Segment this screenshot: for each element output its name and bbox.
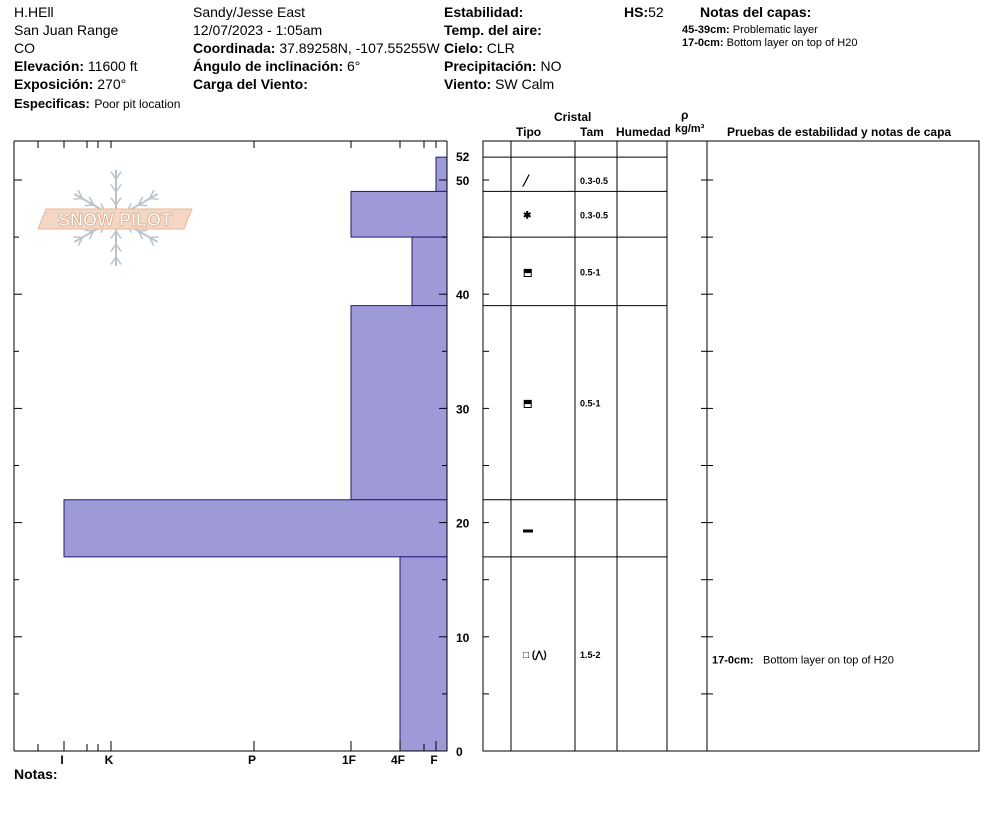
snowflake-icon bbox=[139, 230, 148, 231]
height-tick-label: 0 bbox=[456, 745, 463, 759]
elevation-value: 11600 ft bbox=[87, 58, 138, 74]
grain-size-label: 1.5-2 bbox=[580, 649, 601, 660]
grain-type-symbol: ▬ bbox=[523, 524, 533, 536]
crystal-header: Cristal bbox=[554, 110, 592, 124]
precip-label: Precipitación: bbox=[444, 58, 537, 74]
air-temp-label: Temp. del aire: bbox=[444, 22, 542, 38]
grain-size-label: 0.5-1 bbox=[580, 267, 601, 278]
size-header: Tam bbox=[580, 125, 604, 139]
snowflake-icon bbox=[73, 237, 82, 238]
grain-size-label: 0.5-1 bbox=[580, 398, 601, 409]
hardness-bar bbox=[412, 237, 447, 306]
snowflake-icon bbox=[85, 230, 94, 231]
wind-value: SW Calm bbox=[495, 76, 555, 92]
range-name: San Juan Range bbox=[14, 22, 119, 38]
hardness-bar bbox=[436, 157, 447, 191]
snowflake-icon bbox=[85, 205, 94, 206]
snowflake-icon bbox=[73, 199, 82, 200]
elevation-label: Elevación: bbox=[14, 58, 85, 74]
hardness-bar bbox=[351, 306, 447, 500]
wind-load-label: Carga del Viento: bbox=[193, 76, 308, 92]
height-tick-label: 20 bbox=[456, 516, 470, 531]
moisture-header: Humedad bbox=[616, 125, 671, 139]
hardness-tick-label: 4F bbox=[390, 753, 406, 767]
height-tick-label: 50 bbox=[456, 174, 470, 188]
hardness-bar bbox=[64, 500, 447, 557]
state-name: CO bbox=[14, 40, 35, 56]
stability-label: Estabilidad: bbox=[444, 4, 524, 20]
precip-value: NO bbox=[540, 58, 562, 74]
hardness-tick-label: I bbox=[60, 753, 64, 767]
hardness-bar bbox=[351, 191, 447, 237]
hs-label: HS: bbox=[624, 4, 649, 20]
grain-type-symbol: ✱ bbox=[523, 210, 532, 222]
rho-header: ρ bbox=[681, 108, 689, 122]
hardness-tick-label: K bbox=[104, 753, 114, 767]
sky-value: CLR bbox=[486, 40, 515, 56]
height-tick-label: 40 bbox=[456, 288, 470, 303]
coordinates-label: Coordinada: bbox=[193, 40, 276, 56]
specifics-value: Poor pit location bbox=[94, 97, 181, 111]
layer-notes-title: Notas del capas: bbox=[700, 4, 812, 20]
layer-note-text: Bottom layer on top of H20 bbox=[726, 37, 858, 49]
type-header: Tipo bbox=[516, 125, 542, 139]
layer-note-text: Problematic layer bbox=[732, 24, 818, 36]
grain-type-symbol: ⬒ bbox=[523, 267, 533, 279]
wind-label: Viento: bbox=[444, 76, 492, 92]
hardness-tick-label: F bbox=[430, 753, 438, 767]
hardness-tick-label: P bbox=[247, 753, 257, 767]
grain-type-symbol: ╱ bbox=[523, 176, 530, 187]
notes-label: Notas: bbox=[14, 766, 58, 782]
hardness-bar bbox=[400, 557, 447, 751]
height-tick-label: 52 bbox=[456, 150, 470, 164]
layer-test-note-range: 17-0cm: bbox=[712, 654, 754, 667]
height-tick-label: 30 bbox=[456, 402, 470, 417]
hs-value: 52 bbox=[648, 4, 664, 20]
tests-header: Pruebas de estabilidad y notas de capa bbox=[727, 125, 952, 139]
slope-value: 6° bbox=[347, 58, 361, 74]
grain-type-symbol: □ (⋀) bbox=[523, 649, 547, 661]
layer-note-range: 45-39cm: bbox=[682, 24, 730, 36]
slope-label: Ángulo de inclinación: bbox=[193, 58, 344, 74]
exposure-label: Exposición: bbox=[14, 76, 94, 92]
grain-type-symbol: ⬒ bbox=[523, 398, 533, 410]
layer-note-range: 17-0cm: bbox=[682, 37, 724, 49]
layer-test-note-text: Bottom layer on top of H20 bbox=[763, 654, 894, 667]
date-time: 12/07/2023 - 1:05am bbox=[193, 22, 323, 38]
snowflake-icon bbox=[150, 199, 159, 200]
snowflake-icon bbox=[139, 205, 148, 206]
coordinates-value: 37.89258N, -107.55255W bbox=[279, 40, 440, 56]
grain-size-label: 0.3-0.5 bbox=[580, 210, 609, 221]
specifics-label: Especificas: bbox=[14, 96, 90, 111]
exposure-value: 270° bbox=[97, 76, 127, 92]
density-unit-header: kg/m³ bbox=[675, 123, 705, 135]
location-name: Sandy/Jesse East bbox=[193, 4, 306, 20]
grain-size-label: 0.3-0.5 bbox=[580, 176, 609, 186]
observer-name: H.HEll bbox=[14, 4, 54, 20]
sky-label: Cielo: bbox=[444, 40, 483, 56]
logo-text: SNOW PILOT bbox=[58, 210, 172, 230]
snowflake-icon bbox=[150, 237, 159, 238]
height-tick-label: 10 bbox=[456, 630, 470, 645]
hardness-tick-label: 1F bbox=[341, 753, 357, 767]
